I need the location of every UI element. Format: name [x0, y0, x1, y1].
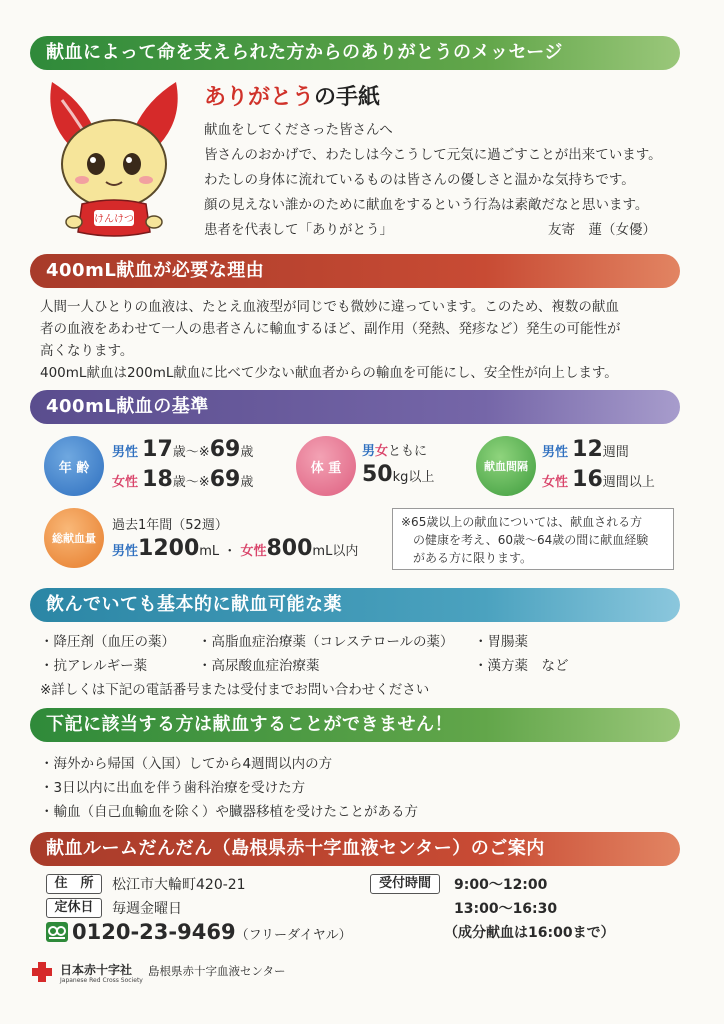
footer-org-name-en: Japanese Red Cross Society — [60, 977, 143, 984]
medicine-item: ・高脂血症治療薬（コレステロールの薬） — [198, 634, 454, 650]
closed-day-text: 毎週金曜日 — [112, 901, 182, 917]
medicine-item: ・降圧剤（血圧の薬） — [40, 634, 175, 650]
interval-male-row: 男性 12週間 — [542, 437, 629, 462]
medicine-note: ※詳しくは下記の電話番号または受付までお問い合わせください — [40, 682, 430, 698]
letter-signature: 友寄 蓮（女優） — [548, 222, 656, 238]
total-period: 過去1年間（52週） — [112, 518, 228, 533]
age-note-box: ※65歳以上の献血については、献血される方 の健康を考え、60歳～64歳の間に献血経験 がある方に限ります。 — [392, 508, 674, 570]
age-circle: 年 齢 — [44, 436, 104, 496]
address-label: 住 所 — [46, 874, 102, 894]
closed-day-label: 定休日 — [46, 898, 102, 918]
footer-org-name: 日本赤十字社 — [60, 963, 133, 977]
reason-line: 高くなります。 — [40, 343, 134, 359]
medicine-item: ・漢方薬 など — [474, 658, 569, 674]
reason-line: 人間一人ひとりの血液は、たとえ血液型が同じでも微妙に違っています。このため、複数の献血 — [40, 299, 619, 315]
reason-line: 400mL献血は200mL献血に比べて少ない献血者からの輸血を可能にし、安全性が向上します。 — [40, 365, 618, 381]
mascot-illustration — [34, 72, 194, 242]
weight-value-row: 50kg以上 — [362, 462, 435, 487]
red-cross-icon — [30, 960, 54, 984]
footer-center-name: 島根県赤十字血液センター — [148, 964, 286, 978]
reception-hours-note: （成分献血は16:00まで） — [444, 925, 615, 941]
medicine-item: ・抗アレルギー薬 — [40, 658, 148, 674]
medicine-item: ・胃腸薬 — [474, 634, 528, 650]
mascot-badge-text: けんけつ — [94, 214, 134, 225]
medicine-item: ・高尿酸血症治療薬 — [198, 658, 320, 674]
letter-line: わたしの身体に流れているものは皆さんの優しさと温かな気持ちです。 — [204, 172, 635, 188]
letter-line: 献血をしてくださった皆さんへ — [204, 122, 393, 138]
weight-both-row: 男女ともに — [362, 444, 428, 459]
reception-hours-label: 受付時間 — [370, 874, 440, 894]
section-heading-criteria: 400mL献血の基準 — [30, 390, 680, 424]
weight-circle: 体 重 — [296, 436, 356, 496]
letter-line: 皆さんのおかげで、わたしは今こうして元気に過ごすことが出来ています。 — [204, 147, 662, 163]
letter-line: 顔の見えない誰かのために献血をするという行為は素敵だなと思います。 — [204, 197, 649, 213]
letter-closing: 患者を代表して「ありがとう」 — [204, 222, 393, 238]
section-heading-medicine: 飲んでいても基本的に献血可能な薬 — [30, 588, 680, 622]
reception-hours-morning: 9:00～12:00 — [454, 877, 548, 893]
phone-number[interactable]: 0120-23-9469（フリーダイヤル） — [72, 920, 352, 944]
free-dial-icon — [46, 922, 68, 942]
age-female-row: 女性 18歳～※69歳 — [112, 467, 254, 492]
section-heading-thanks: 献血によって命を支えられた方からのありがとうのメッセージ — [30, 36, 680, 70]
total-circle: 総献血量 — [44, 508, 104, 568]
reason-line: 者の血液をあわせて一人の患者さんに輸血するほど、副作用（発熱、発疹など）発生の可能性が — [40, 321, 621, 337]
reception-hours-afternoon: 13:00～16:30 — [454, 901, 558, 917]
ineligible-item: ・3日以内に出血を伴う歯科治療を受けた方 — [40, 780, 306, 796]
letter-title — [204, 80, 380, 111]
section-heading-info: 献血ルームだんだん（島根県赤十字血液センター）のご案内 — [30, 832, 680, 866]
interval-female-row: 女性 16週間以上 — [542, 467, 655, 492]
ineligible-item: ・海外から帰国（入国）してから4週間以内の方 — [40, 756, 333, 772]
ineligible-item: ・輸血（自己血輸血を除く）や臓器移植を受けたことがある方 — [40, 804, 418, 820]
total-values-row: 男性1200mL ・ 女性800mL以内 — [112, 536, 359, 561]
section-heading-reason: 400mL献血が必要な理由 — [30, 254, 680, 288]
interval-circle: 献血間隔 — [476, 436, 536, 496]
section-heading-ineligible: 下記に該当する方は献血することができません！ — [30, 708, 680, 742]
address-text: 松江市大輪町420-21 — [112, 877, 246, 893]
age-male-row: 男性 17歳～※69歳 — [112, 437, 254, 462]
letter-title-accent: ありがとう — [204, 85, 315, 110]
letter-title-rest: の手紙 — [314, 85, 381, 110]
